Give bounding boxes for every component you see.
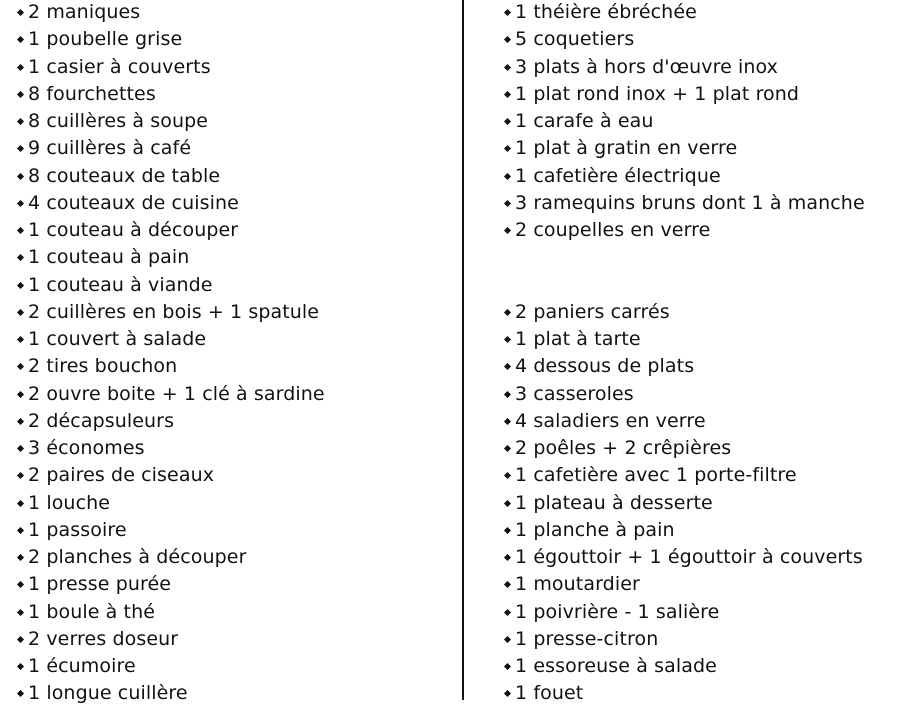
- diamond-bullet-icon: [504, 663, 511, 670]
- list-item-label: 1 plat à gratin en verre: [515, 137, 738, 160]
- diamond-bullet-icon: [504, 36, 511, 43]
- diamond-bullet-icon: [504, 581, 511, 588]
- list-item: [18, 490, 110, 517]
- diamond-bullet-icon: [504, 608, 511, 615]
- list-item: [18, 544, 246, 571]
- list-item: [505, 26, 634, 53]
- list-item-label: 5 coquetiers: [515, 28, 635, 51]
- list-item-label: 1 louche: [28, 491, 111, 514]
- list-item-label: 1 couteau à pain: [28, 246, 190, 269]
- diamond-bullet-icon: [504, 690, 511, 697]
- list-item-label: 3 casseroles: [515, 382, 634, 405]
- list-item: [18, 680, 188, 707]
- diamond-bullet-icon: [17, 309, 24, 316]
- list-item: [505, 599, 719, 626]
- diamond-bullet-icon: [17, 145, 24, 152]
- list-item: [505, 544, 863, 571]
- diamond-bullet-icon: [504, 636, 511, 643]
- list-item: [18, 190, 239, 217]
- diamond-bullet-icon: [504, 336, 511, 343]
- list-item: [18, 135, 191, 162]
- diamond-bullet-icon: [504, 445, 511, 452]
- list-item-label: 3 économes: [28, 437, 145, 459]
- diamond-bullet-icon: [17, 118, 24, 125]
- diamond-bullet-icon: [17, 527, 24, 534]
- list-item: [505, 626, 658, 653]
- diamond-bullet-icon: [504, 118, 511, 125]
- list-item-label: 2 verres doseur: [28, 627, 179, 650]
- list-item: [505, 54, 778, 81]
- list-item: [18, 244, 189, 271]
- list-item: [505, 0, 697, 26]
- diamond-bullet-icon: [17, 663, 24, 670]
- diamond-bullet-icon: [504, 363, 511, 370]
- list-item: [18, 517, 127, 544]
- list-item-label: 1 boule à thé: [28, 600, 156, 623]
- diamond-bullet-icon: [17, 254, 24, 261]
- diamond-bullet-icon: [504, 9, 511, 16]
- list-item-label: 2 maniques: [28, 1, 141, 23]
- list-item-label: 4 couteaux de cuisine: [28, 191, 239, 214]
- list-item: [505, 163, 721, 190]
- list-item: [505, 108, 654, 135]
- list-item: [18, 272, 213, 299]
- list-item: [505, 190, 865, 217]
- list-item-label: 1 carafe à eau: [515, 110, 654, 132]
- diamond-bullet-icon: [17, 63, 24, 70]
- diamond-bullet-icon: [17, 200, 24, 207]
- diamond-bullet-icon: [504, 145, 511, 152]
- list-item: [505, 299, 670, 326]
- list-item-label: 1 cafetière électrique: [515, 164, 721, 187]
- list-item: [505, 490, 713, 517]
- column-divider: [462, 0, 464, 700]
- diamond-bullet-icon: [504, 227, 511, 234]
- list-item: [505, 408, 706, 435]
- diamond-bullet-icon: [504, 91, 511, 98]
- list-item-label: 2 ouvre boite + 1 clé à sardine: [28, 382, 325, 405]
- diamond-bullet-icon: [17, 172, 24, 179]
- diamond-bullet-icon: [17, 363, 24, 370]
- list-item: [18, 217, 238, 244]
- list-item-label: 4 dessous de plats: [515, 355, 695, 378]
- list-item-label: 8 couteaux de table: [28, 164, 221, 187]
- list-item-label: 2 planches à découper: [28, 546, 247, 568]
- list-item-label: 1 écumoire: [28, 655, 136, 677]
- list-item-label: 1 plat à tarte: [515, 328, 641, 350]
- diamond-bullet-icon: [504, 499, 511, 506]
- list-item: [18, 0, 140, 26]
- diamond-bullet-icon: [504, 200, 511, 207]
- list-item-label: 2 poêles + 2 crêpières: [515, 437, 732, 459]
- list-item-label: 2 cuillères en bois + 1 spatule: [28, 300, 320, 323]
- list-item: [505, 435, 731, 462]
- list-item: [505, 571, 640, 598]
- diamond-bullet-icon: [504, 527, 511, 534]
- list-item-label: 3 plats à hors d'œuvre inox: [515, 55, 779, 78]
- list-item-label: 1 égouttoir + 1 égouttoir à couverts: [515, 546, 863, 568]
- list-item-label: 2 décapsuleurs: [28, 409, 175, 432]
- list-item-label: 2 paires de ciseaux: [28, 464, 215, 487]
- diamond-bullet-icon: [504, 309, 511, 316]
- diamond-bullet-icon: [504, 63, 511, 70]
- list-item: [505, 462, 797, 489]
- list-item: [18, 26, 182, 53]
- list-item: [18, 462, 214, 489]
- diamond-bullet-icon: [17, 91, 24, 98]
- list-item-label: 2 tires bouchon: [28, 355, 178, 378]
- list-item: [505, 517, 675, 544]
- diamond-bullet-icon: [17, 608, 24, 615]
- list-item-label: 3 ramequins bruns dont 1 à manche: [515, 191, 865, 214]
- list-item: [18, 571, 171, 598]
- list-item: [18, 163, 220, 190]
- list-item-label: 2 coupelles en verre: [515, 219, 711, 241]
- list-item: [18, 626, 178, 653]
- list-item: [18, 299, 319, 326]
- list-item-label: 8 fourchettes: [28, 82, 156, 105]
- diamond-bullet-icon: [504, 472, 511, 479]
- diamond-bullet-icon: [17, 36, 24, 43]
- diamond-bullet-icon: [504, 390, 511, 397]
- diamond-bullet-icon: [17, 418, 24, 425]
- list-item-label: 1 théière ébréchée: [515, 1, 697, 23]
- list-item-label: 1 presse-citron: [515, 627, 659, 650]
- list-item: [18, 408, 174, 435]
- list-item-label: 1 presse purée: [28, 573, 172, 596]
- diamond-bullet-icon: [17, 281, 24, 288]
- diamond-bullet-icon: [504, 172, 511, 179]
- list-item: [505, 653, 717, 680]
- list-item-label: 8 cuillères à soupe: [28, 110, 209, 132]
- list-item-label: 1 plat rond inox + 1 plat rond: [515, 82, 800, 105]
- list-item-label: 1 fouet: [515, 682, 584, 705]
- list-item-label: 1 moutardier: [515, 573, 640, 596]
- diamond-bullet-icon: [17, 472, 24, 479]
- diamond-bullet-icon: [17, 445, 24, 452]
- diamond-bullet-icon: [17, 227, 24, 234]
- list-item: [18, 599, 155, 626]
- list-item: [18, 653, 136, 680]
- list-item-label: 1 essoreuse à salade: [515, 655, 717, 677]
- diamond-bullet-icon: [17, 9, 24, 16]
- list-item-label: 1 couvert à salade: [28, 328, 207, 350]
- list-item: [505, 353, 694, 380]
- list-item: [505, 217, 710, 244]
- list-item: [505, 680, 583, 707]
- list-item: [505, 326, 641, 353]
- diamond-bullet-icon: [17, 581, 24, 588]
- list-item: [505, 81, 799, 108]
- list-item-label: 1 longue cuillère: [28, 682, 188, 705]
- list-item-label: 1 poivrière - 1 salière: [515, 600, 720, 623]
- list-item: [18, 326, 206, 353]
- list-item-label: 1 couteau à découper: [28, 219, 239, 241]
- list-item: [18, 54, 211, 81]
- diamond-bullet-icon: [17, 336, 24, 343]
- list-item-label: 1 poubelle grise: [28, 28, 183, 51]
- list-item: [18, 353, 177, 380]
- list-item-label: 1 casier à couverts: [28, 55, 211, 78]
- list-item-label: 1 cafetière avec 1 porte-filtre: [515, 464, 797, 487]
- diamond-bullet-icon: [504, 418, 511, 425]
- list-item: [18, 81, 156, 108]
- list-item: [18, 108, 208, 135]
- list-item: [18, 435, 145, 462]
- diamond-bullet-icon: [17, 499, 24, 506]
- list-item-label: 4 saladiers en verre: [515, 409, 706, 432]
- list-item-label: 1 planche à pain: [515, 518, 675, 541]
- list-item-label: 9 cuillères à café: [28, 137, 192, 160]
- diamond-bullet-icon: [17, 554, 24, 561]
- list-item: [18, 381, 325, 408]
- diamond-bullet-icon: [17, 636, 24, 643]
- list-item: [505, 135, 737, 162]
- diamond-bullet-icon: [17, 390, 24, 397]
- list-item-label: 1 passoire: [28, 518, 127, 541]
- list-item-label: 2 paniers carrés: [515, 300, 670, 323]
- diamond-bullet-icon: [17, 690, 24, 697]
- list-item: [505, 381, 634, 408]
- list-item-label: 1 plateau à desserte: [515, 491, 713, 514]
- list-item-label: 1 couteau à viande: [28, 273, 213, 296]
- diamond-bullet-icon: [504, 554, 511, 561]
